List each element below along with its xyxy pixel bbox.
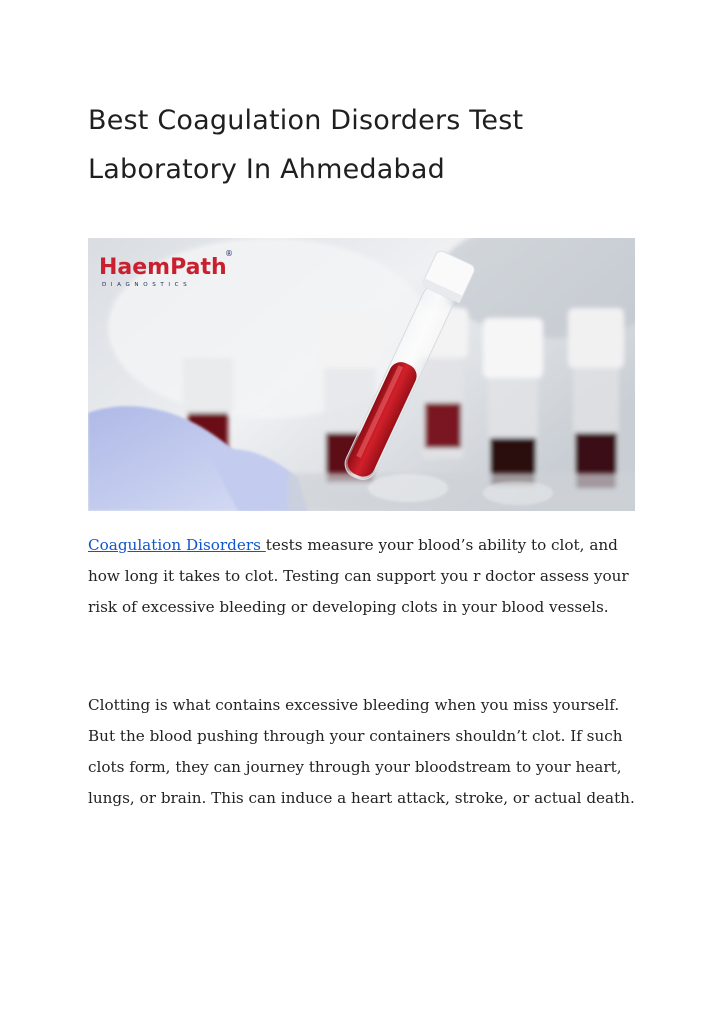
- paragraph-clotting: Clotting is what contains excessive bleeding when you miss yourself. But the blood pushing through your containers shouldn’t clot. If such clots form, they can journey through your bloodstream to your heart, lungs, or brain. This can induce a heart attack, stroke, or actual death.: [88, 696, 635, 807]
- logo-brand-text: HaemPath: [99, 255, 227, 280]
- registered-mark: ®: [225, 249, 233, 258]
- page-title: Best Coagulation Disorders Test Laboratory In Ahmedabad: [88, 105, 524, 185]
- paragraph-intro-text: tests measure your blood’s ability to clot, and how long it takes to clot. Testing can support you r doctor assess your risk of excessive bleeding or developing clots in your blood vessels.: [88, 536, 629, 616]
- paragraph-intro: [88, 530, 638, 623]
- hero-image: [88, 238, 635, 511]
- logo-sub-text: DIAGNOSTICS: [102, 282, 192, 288]
- lab-blood-tubes-illustration: [88, 238, 635, 511]
- coagulation-disorders-link[interactable]: Coagulation Disorders: [88, 536, 266, 554]
